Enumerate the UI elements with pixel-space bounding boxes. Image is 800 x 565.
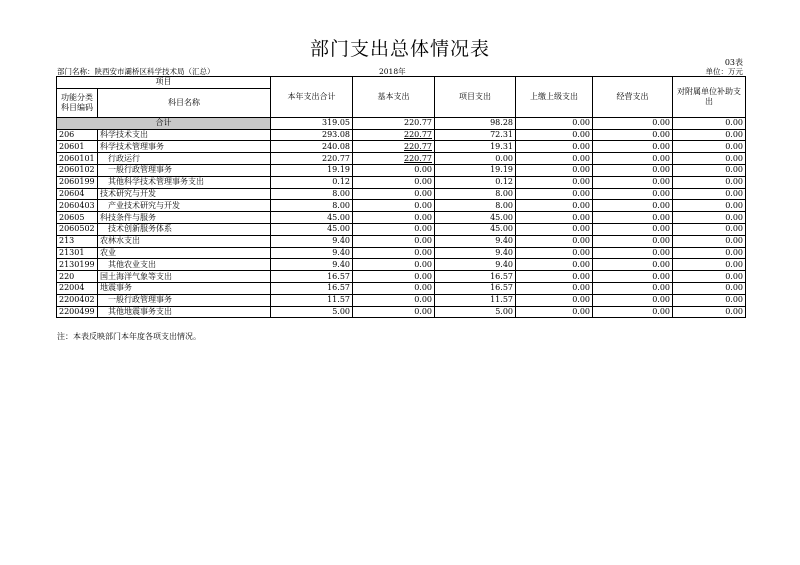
total-row: [57, 117, 746, 129]
amount-cell: 0.00: [516, 223, 593, 235]
amount-cell: 0.00: [516, 306, 593, 318]
amount-cell: 8.00: [271, 200, 353, 212]
amount-cell: 16.57: [271, 282, 353, 294]
subject-name-cell: 农林水支出: [98, 235, 271, 247]
function-code-cell: 2200499: [57, 306, 98, 318]
amount-cell: 0.00: [593, 271, 673, 283]
amount-cell: 0.00: [673, 294, 746, 306]
amount-cell: 0.00: [516, 164, 593, 176]
amount-cell: 220.77: [353, 141, 435, 153]
header-item: 项目: [57, 77, 271, 89]
table-row: [57, 200, 746, 212]
amount-cell: 8.00: [435, 188, 516, 200]
table-row: [57, 259, 746, 271]
amount-cell: 0.00: [516, 259, 593, 271]
function-code-cell: 2200402: [57, 294, 98, 306]
amount-cell: 0.00: [673, 164, 746, 176]
table-row: [57, 271, 746, 283]
amount-cell: 0.00: [516, 153, 593, 165]
table-row: [57, 153, 746, 165]
header-upper: 上缴上级支出: [516, 77, 593, 118]
table-row: [57, 306, 746, 318]
amount-cell: 0.00: [593, 141, 673, 153]
table-row: [57, 294, 746, 306]
amount-cell: 0.00: [593, 223, 673, 235]
amount-cell: 220.77: [353, 153, 435, 165]
table-row: [57, 129, 746, 141]
amount-cell: 0.12: [435, 176, 516, 188]
table-row: [57, 212, 746, 224]
amount-cell: 5.00: [435, 306, 516, 318]
amount-cell: 0.00: [593, 306, 673, 318]
header-project: 项目支出: [435, 77, 516, 118]
amount-cell: 0.00: [673, 141, 746, 153]
subject-name-cell: 科学技术管理事务: [98, 141, 271, 153]
function-code-cell: 2060199: [57, 176, 98, 188]
amount-cell: 0.00: [516, 200, 593, 212]
amount-cell: 0.00: [516, 129, 593, 141]
amount-cell: 0.00: [673, 129, 746, 141]
total-cell: 220.77: [353, 117, 435, 129]
amount-cell: 0.00: [673, 176, 746, 188]
amount-cell: 0.00: [673, 259, 746, 271]
amount-cell: 9.40: [435, 259, 516, 271]
table-row: [57, 176, 746, 188]
report-year: 2018年: [379, 67, 406, 76]
total-cell: 0.00: [593, 117, 673, 129]
table-row: [57, 235, 746, 247]
amount-cell: 0.00: [353, 259, 435, 271]
amount-cell: 220.77: [271, 153, 353, 165]
amount-cell: 45.00: [271, 223, 353, 235]
subject-name-cell: 其他农业支出: [98, 259, 271, 271]
amount-cell: 8.00: [435, 200, 516, 212]
amount-cell: 72.31: [435, 129, 516, 141]
subject-name-cell: 技术创新服务体系: [98, 223, 271, 235]
amount-cell: 9.40: [271, 259, 353, 271]
function-code-cell: 22004: [57, 282, 98, 294]
table-row: [57, 282, 746, 294]
amount-cell: 16.57: [435, 282, 516, 294]
subject-name-cell: 科学技术支出: [98, 129, 271, 141]
header-operating: 经营支出: [593, 77, 673, 118]
amount-cell: 45.00: [271, 212, 353, 224]
amount-cell: 0.00: [353, 235, 435, 247]
amount-cell: 0.00: [353, 164, 435, 176]
total-cell: 98.28: [435, 117, 516, 129]
amount-cell: 0.00: [673, 153, 746, 165]
subject-name-cell: 行政运行: [98, 153, 271, 165]
amount-cell: 0.00: [673, 306, 746, 318]
amount-cell: 240.08: [271, 141, 353, 153]
amount-cell: 0.00: [593, 188, 673, 200]
amount-cell: 0.00: [516, 282, 593, 294]
amount-cell: 0.00: [353, 223, 435, 235]
amount-cell: 9.40: [271, 235, 353, 247]
header-func-code: 功能分类科目编码: [57, 88, 98, 117]
amount-cell: 0.00: [593, 164, 673, 176]
amount-cell: 0.00: [593, 294, 673, 306]
amount-cell: 45.00: [435, 223, 516, 235]
header-subsidiary: 对附属单位补助支出: [673, 77, 746, 118]
amount-cell: 0.00: [435, 153, 516, 165]
table-row: [57, 164, 746, 176]
function-code-cell: 20605: [57, 212, 98, 224]
amount-cell: 0.00: [593, 259, 673, 271]
subject-name-cell: 国土海洋气象等支出: [98, 271, 271, 283]
function-code-cell: 220: [57, 271, 98, 283]
amount-cell: 19.19: [435, 164, 516, 176]
subject-name-cell: 其他地震事务支出: [98, 306, 271, 318]
amount-cell: 220.77: [353, 129, 435, 141]
header-total: 本年支出合计: [271, 77, 353, 118]
amount-cell: 5.00: [271, 306, 353, 318]
table-row: [57, 188, 746, 200]
amount-cell: 19.19: [271, 164, 353, 176]
amount-cell: 0.00: [353, 212, 435, 224]
amount-cell: 0.00: [353, 294, 435, 306]
function-code-cell: 206: [57, 129, 98, 141]
total-cell: 319.05: [271, 117, 353, 129]
page-title: 部门支出总体情况表: [309, 38, 490, 60]
expenditure-table: [56, 76, 746, 318]
amount-cell: 0.00: [516, 235, 593, 247]
amount-cell: 0.00: [673, 212, 746, 224]
amount-cell: 0.00: [593, 212, 673, 224]
function-code-cell: 20601: [57, 141, 98, 153]
amount-cell: 0.00: [673, 200, 746, 212]
amount-cell: 0.00: [353, 188, 435, 200]
amount-cell: 45.00: [435, 212, 516, 224]
total-label: 合计: [57, 117, 271, 129]
amount-cell: 293.08: [271, 129, 353, 141]
amount-cell: 0.00: [516, 176, 593, 188]
amount-cell: 0.00: [353, 200, 435, 212]
subject-name-cell: 科技条件与服务: [98, 212, 271, 224]
amount-cell: 0.00: [516, 294, 593, 306]
total-cell: 0.00: [673, 117, 746, 129]
table-row: [57, 141, 746, 153]
subject-name-cell: 一般行政管理事务: [98, 164, 271, 176]
amount-cell: 0.00: [593, 247, 673, 259]
amount-cell: 0.00: [593, 176, 673, 188]
amount-cell: 0.00: [353, 282, 435, 294]
amount-cell: 0.00: [593, 153, 673, 165]
amount-cell: 0.00: [673, 223, 746, 235]
function-code-cell: 213: [57, 235, 98, 247]
amount-cell: 0.00: [673, 282, 746, 294]
amount-cell: 9.40: [435, 235, 516, 247]
amount-cell: 19.31: [435, 141, 516, 153]
footnote: 注：本表反映部门本年度各项支出情况。: [57, 332, 201, 341]
function-code-cell: 2130199: [57, 259, 98, 271]
amount-cell: 0.00: [353, 247, 435, 259]
amount-cell: 0.00: [673, 247, 746, 259]
amount-cell: 11.57: [271, 294, 353, 306]
amount-cell: 16.57: [435, 271, 516, 283]
amount-cell: 0.00: [673, 271, 746, 283]
form-number: 03表: [724, 58, 743, 67]
function-code-cell: 2060101: [57, 153, 98, 165]
amount-cell: 0.00: [593, 235, 673, 247]
header-subject-name: 科目名称: [98, 88, 271, 117]
amount-cell: 0.00: [516, 188, 593, 200]
amount-cell: 0.00: [353, 306, 435, 318]
amount-cell: 0.00: [516, 247, 593, 259]
amount-cell: 0.00: [673, 235, 746, 247]
amount-cell: 0.00: [593, 129, 673, 141]
amount-cell: 0.00: [673, 188, 746, 200]
subject-name-cell: 产业技术研究与开发: [98, 200, 271, 212]
subject-name-cell: 农业: [98, 247, 271, 259]
subject-name-cell: 地震事务: [98, 282, 271, 294]
amount-cell: 0.00: [516, 212, 593, 224]
amount-cell: 16.57: [271, 271, 353, 283]
table-row: [57, 223, 746, 235]
amount-cell: 0.00: [593, 200, 673, 212]
unit-label: 单位：万元: [705, 67, 743, 76]
function-code-cell: 21301: [57, 247, 98, 259]
subject-name-cell: 技术研究与开发: [98, 188, 271, 200]
table-row: [57, 247, 746, 259]
header-basic: 基本支出: [353, 77, 435, 118]
amount-cell: 9.40: [271, 247, 353, 259]
info-line: [57, 66, 743, 75]
function-code-cell: 2060502: [57, 223, 98, 235]
amount-cell: 9.40: [435, 247, 516, 259]
amount-cell: 0.12: [271, 176, 353, 188]
amount-cell: 8.00: [271, 188, 353, 200]
amount-cell: 0.00: [593, 282, 673, 294]
amount-cell: 0.00: [353, 176, 435, 188]
function-code-cell: 2060403: [57, 200, 98, 212]
amount-cell: 11.57: [435, 294, 516, 306]
department-name: 部门名称：陕西安市灞桥区科学技术局（汇总）: [57, 67, 215, 76]
function-code-cell: 2060102: [57, 164, 98, 176]
function-code-cell: 20604: [57, 188, 98, 200]
table-body: [57, 117, 746, 318]
amount-cell: 0.00: [516, 141, 593, 153]
subject-name-cell: 其他科学技术管理事务支出: [98, 176, 271, 188]
subject-name-cell: 一般行政管理事务: [98, 294, 271, 306]
total-cell: 0.00: [516, 117, 593, 129]
amount-cell: 0.00: [516, 271, 593, 283]
amount-cell: 0.00: [353, 271, 435, 283]
